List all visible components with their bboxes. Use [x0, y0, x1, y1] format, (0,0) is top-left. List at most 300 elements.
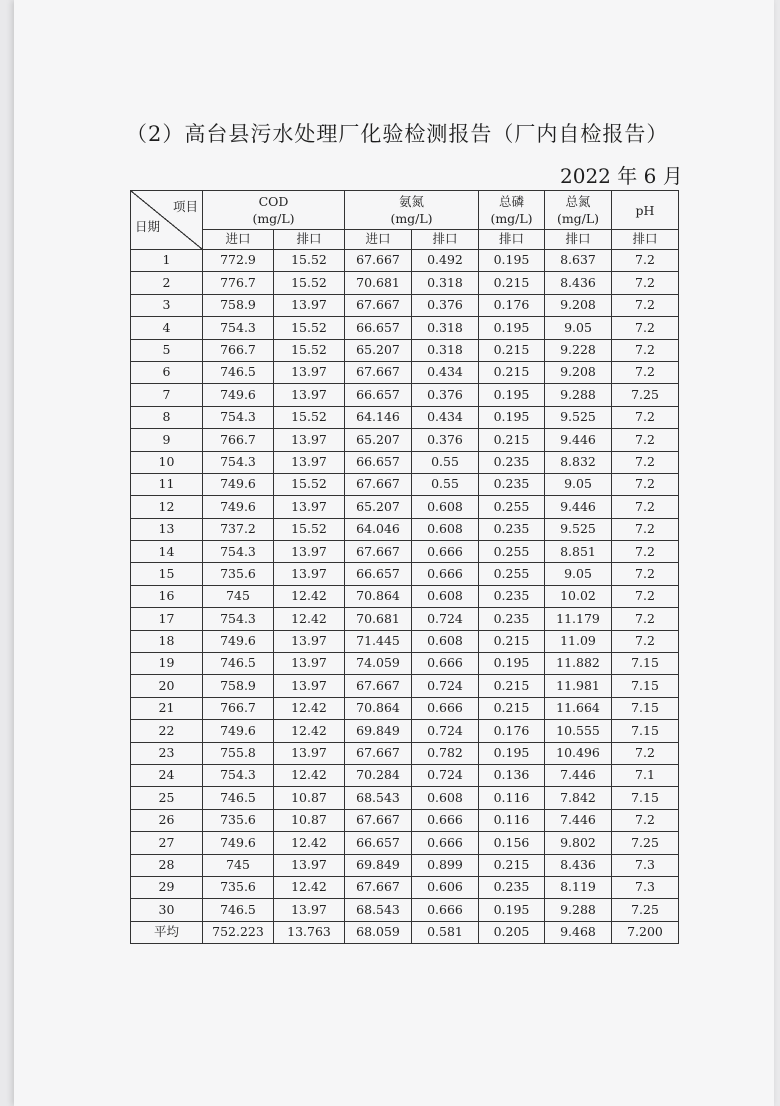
value-cell: 7.2: [612, 541, 679, 563]
value-cell: 70.681: [345, 608, 412, 630]
value-cell: 9.525: [545, 518, 612, 540]
value-cell: 13.97: [274, 563, 345, 585]
value-cell: 67.667: [345, 675, 412, 697]
date-cell: 11: [131, 473, 203, 495]
table-row: [131, 451, 679, 473]
value-cell: 0.116: [479, 809, 545, 831]
value-cell: 10.87: [274, 787, 345, 809]
value-cell: 758.9: [203, 675, 274, 697]
value-cell: 735.6: [203, 563, 274, 585]
value-cell: 0.255: [479, 496, 545, 518]
value-cell: 7.200: [612, 921, 679, 943]
value-cell: 0.235: [479, 585, 545, 607]
value-cell: 7.2: [612, 496, 679, 518]
value-cell: 15.52: [274, 272, 345, 294]
value-cell: 7.2: [612, 317, 679, 339]
value-cell: 13.97: [274, 854, 345, 876]
date-cell: 30: [131, 899, 203, 921]
value-cell: 749.6: [203, 832, 274, 854]
value-cell: 15.52: [274, 317, 345, 339]
value-cell: 65.207: [345, 429, 412, 451]
value-cell: 0.255: [479, 541, 545, 563]
table-row: [131, 250, 679, 272]
table-row: [131, 854, 679, 876]
value-cell: 9.05: [545, 563, 612, 585]
table-row: [131, 429, 679, 451]
value-cell: 13.97: [274, 451, 345, 473]
value-cell: 7.25: [612, 832, 679, 854]
value-cell: 74.059: [345, 653, 412, 675]
value-cell: 12.42: [274, 697, 345, 719]
value-cell: 64.046: [345, 518, 412, 540]
value-cell: 0.195: [479, 250, 545, 272]
value-cell: 7.2: [612, 742, 679, 764]
value-cell: 735.6: [203, 809, 274, 831]
diagonal-header-cell: [131, 191, 203, 250]
header-row-sub: [131, 230, 679, 250]
value-cell: 0.666: [412, 809, 479, 831]
value-cell: 7.2: [612, 473, 679, 495]
value-cell: 8.436: [545, 272, 612, 294]
date-cell: 23: [131, 742, 203, 764]
value-cell: 15.52: [274, 518, 345, 540]
value-cell: 745: [203, 585, 274, 607]
table-row: [131, 697, 679, 719]
value-cell: 9.208: [545, 294, 612, 316]
value-cell: 15.52: [274, 339, 345, 361]
header-cod: COD (mg/L): [203, 191, 345, 230]
value-cell: 13.97: [274, 496, 345, 518]
value-cell: 746.5: [203, 899, 274, 921]
date-cell: 24: [131, 764, 203, 786]
value-cell: 749.6: [203, 384, 274, 406]
value-cell: 754.3: [203, 451, 274, 473]
value-cell: 755.8: [203, 742, 274, 764]
date-cell: 25: [131, 787, 203, 809]
value-cell: 7.446: [545, 809, 612, 831]
value-cell: 0.608: [412, 518, 479, 540]
table-row: [131, 317, 679, 339]
value-cell: 0.215: [479, 339, 545, 361]
value-cell: 67.667: [345, 876, 412, 898]
value-cell: 0.195: [479, 406, 545, 428]
table-row: [131, 608, 679, 630]
value-cell: 7.15: [612, 675, 679, 697]
date-cell: 9: [131, 429, 203, 451]
value-cell: 754.3: [203, 541, 274, 563]
value-cell: 7.446: [545, 764, 612, 786]
value-cell: 754.3: [203, 608, 274, 630]
value-cell: 10.555: [545, 720, 612, 742]
table-row: [131, 496, 679, 518]
value-cell: 7.2: [612, 563, 679, 585]
value-cell: 0.136: [479, 764, 545, 786]
value-cell: 11.981: [545, 675, 612, 697]
value-cell: 7.2: [612, 630, 679, 652]
value-cell: 0.606: [412, 876, 479, 898]
date-cell: 21: [131, 697, 203, 719]
value-cell: 0.608: [412, 630, 479, 652]
value-cell: 7.2: [612, 272, 679, 294]
table-row: [131, 832, 679, 854]
value-cell: 9.228: [545, 339, 612, 361]
value-cell: 0.666: [412, 899, 479, 921]
table-row: [131, 563, 679, 585]
value-cell: 70.864: [345, 697, 412, 719]
value-cell: 66.657: [345, 451, 412, 473]
value-cell: 0.235: [479, 876, 545, 898]
value-cell: 0.666: [412, 697, 479, 719]
value-cell: 11.09: [545, 630, 612, 652]
value-cell: 0.215: [479, 630, 545, 652]
value-cell: 71.445: [345, 630, 412, 652]
value-cell: 7.2: [612, 585, 679, 607]
value-cell: 13.97: [274, 384, 345, 406]
table-row: [131, 764, 679, 786]
value-cell: 0.376: [412, 384, 479, 406]
value-cell: 0.116: [479, 787, 545, 809]
table-row: [131, 876, 679, 898]
table-row: [131, 361, 679, 383]
value-cell: 12.42: [274, 876, 345, 898]
value-cell: 754.3: [203, 406, 274, 428]
value-cell: 12.42: [274, 608, 345, 630]
table-row: [131, 339, 679, 361]
value-cell: 11.882: [545, 653, 612, 675]
date-cell: 10: [131, 451, 203, 473]
value-cell: 766.7: [203, 339, 274, 361]
sub-header: 排口: [612, 230, 679, 250]
value-cell: 0.608: [412, 585, 479, 607]
value-cell: 0.318: [412, 317, 479, 339]
value-cell: 0.899: [412, 854, 479, 876]
value-cell: 66.657: [345, 317, 412, 339]
value-cell: 0.782: [412, 742, 479, 764]
value-cell: 70.864: [345, 585, 412, 607]
value-cell: 0.255: [479, 563, 545, 585]
value-cell: 7.25: [612, 899, 679, 921]
value-cell: 7.2: [612, 294, 679, 316]
value-cell: 13.97: [274, 429, 345, 451]
value-cell: 9.288: [545, 899, 612, 921]
value-cell: 15.52: [274, 406, 345, 428]
value-cell: 0.724: [412, 720, 479, 742]
value-cell: 7.3: [612, 854, 679, 876]
value-cell: 0.666: [412, 541, 479, 563]
value-cell: 0.318: [412, 339, 479, 361]
value-cell: 9.446: [545, 496, 612, 518]
value-cell: 746.5: [203, 361, 274, 383]
table-row: [131, 787, 679, 809]
value-cell: 7.842: [545, 787, 612, 809]
table-row: [131, 585, 679, 607]
value-cell: 13.97: [274, 675, 345, 697]
value-cell: 0.235: [479, 608, 545, 630]
date-cell: 26: [131, 809, 203, 831]
value-cell: 0.492: [412, 250, 479, 272]
value-cell: 65.207: [345, 339, 412, 361]
value-cell: 0.195: [479, 317, 545, 339]
document-page: [14, 0, 774, 1106]
value-cell: 0.215: [479, 361, 545, 383]
sub-header: 进口: [203, 230, 274, 250]
value-cell: 13.97: [274, 361, 345, 383]
value-cell: 0.205: [479, 921, 545, 943]
table-row: [131, 541, 679, 563]
date-cell: 29: [131, 876, 203, 898]
value-cell: 0.581: [412, 921, 479, 943]
value-cell: 68.543: [345, 787, 412, 809]
value-cell: 0.318: [412, 272, 479, 294]
sub-header: 排口: [479, 230, 545, 250]
value-cell: 749.6: [203, 630, 274, 652]
date-cell: 19: [131, 653, 203, 675]
value-cell: 66.657: [345, 832, 412, 854]
date-cell: 16: [131, 585, 203, 607]
value-cell: 0.195: [479, 653, 545, 675]
inspection-table: [130, 190, 679, 944]
date-label: 日期: [135, 218, 161, 234]
value-cell: 69.849: [345, 854, 412, 876]
sub-header: 排口: [274, 230, 345, 250]
value-cell: 0.215: [479, 697, 545, 719]
value-cell: 8.436: [545, 854, 612, 876]
date-cell: 17: [131, 608, 203, 630]
table-row: [131, 653, 679, 675]
value-cell: 735.6: [203, 876, 274, 898]
value-cell: 0.176: [479, 720, 545, 742]
date-cell: 3: [131, 294, 203, 316]
value-cell: 776.7: [203, 272, 274, 294]
item-label: 项目: [172, 199, 198, 214]
value-cell: 15.52: [274, 473, 345, 495]
value-cell: 749.6: [203, 473, 274, 495]
date-cell: 22: [131, 720, 203, 742]
value-cell: 0.235: [479, 451, 545, 473]
value-cell: 13.97: [274, 630, 345, 652]
value-cell: 7.2: [612, 809, 679, 831]
value-cell: 0.376: [412, 294, 479, 316]
value-cell: 7.2: [612, 361, 679, 383]
table-row: [131, 899, 679, 921]
value-cell: 10.496: [545, 742, 612, 764]
date-cell: 6: [131, 361, 203, 383]
report-title: （2）高台县污水处理厂化验检测报告（厂内自检报告）: [126, 122, 669, 146]
date-cell: 13: [131, 518, 203, 540]
value-cell: 13.763: [274, 921, 345, 943]
date-cell: 20: [131, 675, 203, 697]
value-cell: 0.434: [412, 361, 479, 383]
value-cell: 7.2: [612, 429, 679, 451]
value-cell: 0.608: [412, 787, 479, 809]
table-row: [131, 630, 679, 652]
value-cell: 8.851: [545, 541, 612, 563]
table-row: [131, 406, 679, 428]
value-cell: 67.667: [345, 473, 412, 495]
value-cell: 746.5: [203, 787, 274, 809]
value-cell: 13.97: [274, 541, 345, 563]
value-cell: 7.2: [612, 406, 679, 428]
value-cell: 15.52: [274, 250, 345, 272]
value-cell: 7.1: [612, 764, 679, 786]
date-cell: 7: [131, 384, 203, 406]
value-cell: 9.288: [545, 384, 612, 406]
value-cell: 754.3: [203, 764, 274, 786]
value-cell: 0.195: [479, 899, 545, 921]
header-row-top: [131, 191, 679, 230]
value-cell: 758.9: [203, 294, 274, 316]
value-cell: 9.05: [545, 473, 612, 495]
date-cell: 12: [131, 496, 203, 518]
value-cell: 8.832: [545, 451, 612, 473]
table-row: [131, 294, 679, 316]
report-date: 2022 年 6 月: [560, 164, 683, 188]
value-cell: 9.525: [545, 406, 612, 428]
value-cell: 10.87: [274, 809, 345, 831]
date-cell: 18: [131, 630, 203, 652]
value-cell: 0.195: [479, 384, 545, 406]
value-cell: 0.215: [479, 854, 545, 876]
value-cell: 7.3: [612, 876, 679, 898]
table-row: [131, 720, 679, 742]
value-cell: 754.3: [203, 317, 274, 339]
value-cell: 66.657: [345, 563, 412, 585]
value-cell: 67.667: [345, 809, 412, 831]
value-cell: 0.176: [479, 294, 545, 316]
value-cell: 67.667: [345, 361, 412, 383]
value-cell: 772.9: [203, 250, 274, 272]
date-cell: 28: [131, 854, 203, 876]
value-cell: 0.666: [412, 563, 479, 585]
value-cell: 13.97: [274, 653, 345, 675]
value-cell: 10.02: [545, 585, 612, 607]
value-cell: 749.6: [203, 720, 274, 742]
value-cell: 0.724: [412, 764, 479, 786]
average-row: [131, 921, 679, 943]
header-tn: 总氮 (mg/L): [545, 191, 612, 230]
value-cell: 9.802: [545, 832, 612, 854]
value-cell: 68.059: [345, 921, 412, 943]
sub-header: 排口: [412, 230, 479, 250]
date-cell: 5: [131, 339, 203, 361]
value-cell: 766.7: [203, 697, 274, 719]
value-cell: 0.55: [412, 451, 479, 473]
value-cell: 7.15: [612, 787, 679, 809]
date-cell: 14: [131, 541, 203, 563]
value-cell: 0.235: [479, 473, 545, 495]
value-cell: 67.667: [345, 250, 412, 272]
value-cell: 69.849: [345, 720, 412, 742]
date-cell: 1: [131, 250, 203, 272]
date-cell: 4: [131, 317, 203, 339]
value-cell: 749.6: [203, 496, 274, 518]
date-cell: 27: [131, 832, 203, 854]
value-cell: 7.2: [612, 339, 679, 361]
value-cell: 67.667: [345, 541, 412, 563]
value-cell: 70.681: [345, 272, 412, 294]
value-cell: 9.468: [545, 921, 612, 943]
date-cell: 2: [131, 272, 203, 294]
value-cell: 64.146: [345, 406, 412, 428]
value-cell: 7.2: [612, 451, 679, 473]
value-cell: 0.376: [412, 429, 479, 451]
sub-header: 进口: [345, 230, 412, 250]
value-cell: 0.724: [412, 608, 479, 630]
value-cell: 0.215: [479, 272, 545, 294]
value-cell: 67.667: [345, 294, 412, 316]
value-cell: 7.15: [612, 653, 679, 675]
value-cell: 0.215: [479, 675, 545, 697]
table-row: [131, 742, 679, 764]
value-cell: 0.666: [412, 832, 479, 854]
value-cell: 7.2: [612, 250, 679, 272]
value-cell: 752.223: [203, 921, 274, 943]
sub-header: 排口: [545, 230, 612, 250]
table-row: [131, 675, 679, 697]
value-cell: 68.543: [345, 899, 412, 921]
value-cell: 8.637: [545, 250, 612, 272]
value-cell: 11.664: [545, 697, 612, 719]
value-cell: 13.97: [274, 899, 345, 921]
header-tp: 总磷 (mg/L): [479, 191, 545, 230]
table-row: [131, 384, 679, 406]
value-cell: 9.05: [545, 317, 612, 339]
value-cell: 0.724: [412, 675, 479, 697]
value-cell: 0.608: [412, 496, 479, 518]
table-row: [131, 518, 679, 540]
value-cell: 746.5: [203, 653, 274, 675]
value-cell: 0.235: [479, 518, 545, 540]
value-cell: 67.667: [345, 742, 412, 764]
value-cell: 12.42: [274, 585, 345, 607]
value-cell: 13.97: [274, 294, 345, 316]
value-cell: 11.179: [545, 608, 612, 630]
header-ph: pH: [612, 191, 679, 230]
table-row: [131, 809, 679, 831]
value-cell: 0.195: [479, 742, 545, 764]
value-cell: 0.156: [479, 832, 545, 854]
value-cell: 65.207: [345, 496, 412, 518]
value-cell: 9.446: [545, 429, 612, 451]
value-cell: 0.55: [412, 473, 479, 495]
value-cell: 7.15: [612, 697, 679, 719]
value-cell: 66.657: [345, 384, 412, 406]
value-cell: 12.42: [274, 832, 345, 854]
value-cell: 0.666: [412, 653, 479, 675]
value-cell: 8.119: [545, 876, 612, 898]
value-cell: 9.208: [545, 361, 612, 383]
table-row: [131, 272, 679, 294]
value-cell: 12.42: [274, 720, 345, 742]
value-cell: 766.7: [203, 429, 274, 451]
value-cell: 0.215: [479, 429, 545, 451]
value-cell: 7.25: [612, 384, 679, 406]
value-cell: 7.15: [612, 720, 679, 742]
date-cell: 平均: [131, 921, 203, 943]
table-row: [131, 473, 679, 495]
date-cell: 15: [131, 563, 203, 585]
value-cell: 7.2: [612, 608, 679, 630]
value-cell: 12.42: [274, 764, 345, 786]
value-cell: 7.2: [612, 518, 679, 540]
value-cell: 0.434: [412, 406, 479, 428]
value-cell: 13.97: [274, 742, 345, 764]
header-ammonia: 氨氮 (mg/L): [345, 191, 479, 230]
value-cell: 70.284: [345, 764, 412, 786]
value-cell: 745: [203, 854, 274, 876]
date-cell: 8: [131, 406, 203, 428]
value-cell: 737.2: [203, 518, 274, 540]
